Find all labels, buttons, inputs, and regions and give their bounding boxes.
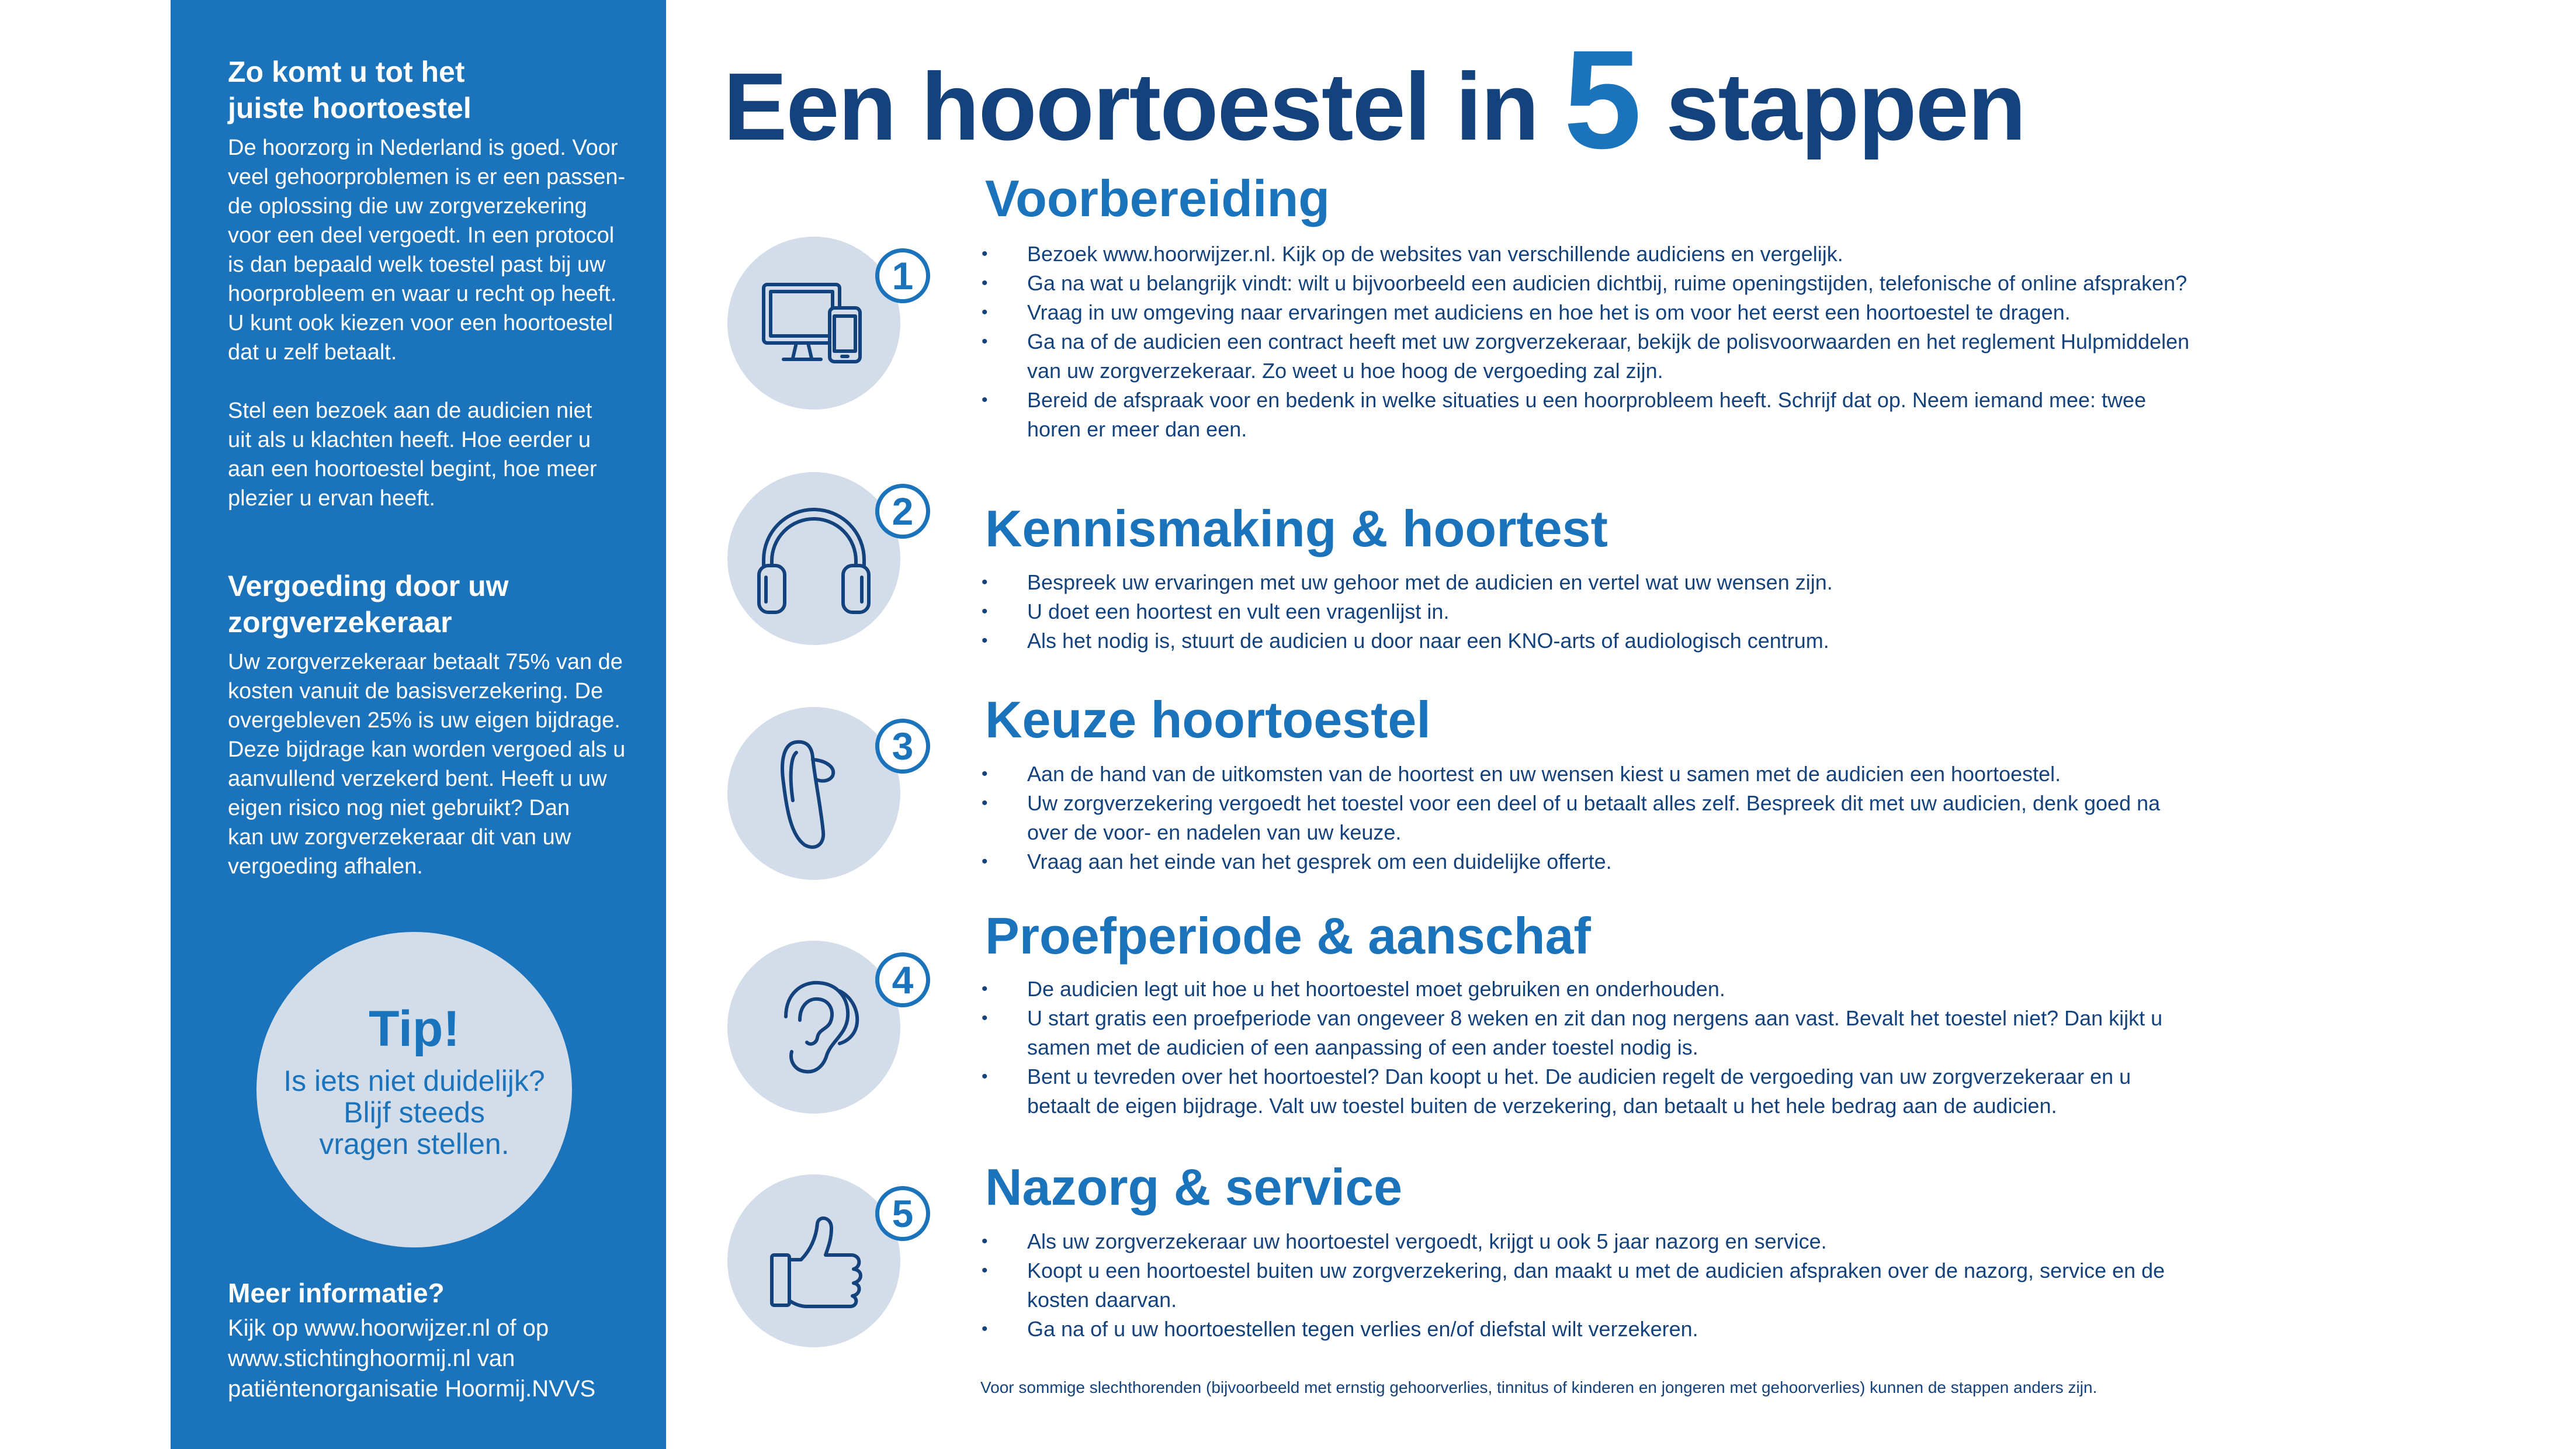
more-info-text: Kijk op www.hoorwijzer.nl of op www.stichtinghoormij.nl van patiëntenorganisatie Hoormij.NVVS (228, 1315, 596, 1402)
step-2-list (979, 568, 2194, 656)
step-4-bullet: • U start gratis een proefperiode van ongeveer 8 weken en zit dan nog nergens aan vast. Bevalt het toestel niet? Dan kijkt u samen met de audicien of een aanpassing of een ander toestel nodig is. (979, 1004, 2194, 1062)
ear-icon (727, 941, 900, 1114)
step-5-number: 5 (875, 1186, 930, 1241)
computer-phone-icon (727, 237, 900, 410)
hearing-aid-icon (727, 707, 900, 880)
step-2-bullet: • U doet een hoortest en vult een vragenlijst in. (979, 597, 2194, 626)
step-5-list (979, 1227, 2194, 1344)
tip-text: Is iets niet duidelijk? Blijf steeds vragen stellen. (283, 1065, 545, 1160)
sidebar (171, 0, 666, 1449)
step-2-title: Kennismaking & hoortest (985, 500, 1608, 557)
step-3-bullet: • Vraag aan het einde van het gesprek om een duidelijke offerte. (979, 847, 2194, 876)
step-3-bullet: • Uw zorgverzekering vergoedt het toestel voor een deel of u betaalt alles zelf. Bespreek dit met uw audicien, denk goed na over de voor- en nadelen van uw keuze. (979, 789, 2194, 847)
step-1-list (979, 240, 2194, 444)
step-3-number: 3 (875, 719, 930, 774)
reimbursement-heading: Vergoeding door uw zorgverzekeraar (228, 570, 509, 639)
intro-section (228, 54, 631, 513)
title-prefix: Een hoortoestel in (723, 53, 1538, 160)
step-1-bullet: • Ga na wat u belangrijk vindt: wilt u bijvoorbeeld een audicien dichtbij, ruime openingstijden, telefonische of online afspraken? (979, 269, 2194, 298)
title-suffix: stappen (1666, 53, 2026, 160)
step-2-bullet: • Bespreek uw ervaringen met uw gehoor met de audicien en vertel wat uw wensen zijn. (979, 568, 2194, 597)
step-4-bullet: • De audicien legt uit hoe u het hoortoestel moet gebruiken en onderhouden. (979, 975, 2194, 1004)
step-4-list (979, 975, 2194, 1121)
step-5-bullet: • Ga na of u uw hoortoestellen tegen verlies en/of diefstal wilt verzekeren. (979, 1315, 2194, 1344)
tip-circle (256, 932, 572, 1247)
step-4-number: 4 (875, 952, 930, 1007)
step-4-title: Proefperiode & aanschaf (985, 907, 1591, 965)
step-1-bullet: • Ga na of de audicien een contract heeft met uw zorgverzekeraar, bekijk de polisvoorwaarden en het reglement Hulpmiddelen van uw zorgverzekeraar. Zo weet u hoe hoog de vergoeding zal zijn. (979, 327, 2194, 386)
page-title (723, 21, 2026, 178)
step-5-title: Nazorg & service (985, 1158, 1403, 1216)
step-2-number: 2 (875, 484, 930, 539)
step-2-bullet: • Als het nodig is, stuurt de audicien u door naar een KNO-arts of audiologisch centrum. (979, 626, 2194, 656)
step-1-title: Voorbereiding (985, 169, 1330, 227)
reimbursement-section (228, 568, 631, 881)
thumbs-up-icon (727, 1174, 900, 1347)
step-3-list (979, 760, 2194, 876)
headphones-icon (727, 472, 900, 645)
footnote: Voor sommige slechthorenden (bijvoorbeeld met ernstig gehoorverlies, tinnitus of kinderen en jongeren met gehoorverlies) kunnen de stappen anders zijn. (980, 1378, 2097, 1396)
step-1-number: 1 (875, 248, 930, 303)
tip-title: Tip! (368, 1001, 460, 1057)
intro-heading: Zo komt u tot het juiste hoortoestel (228, 56, 471, 124)
step-1-bullet: • Bezoek www.hoorwijzer.nl. Kijk op de websites van verschillende audiciens en vergelijk. (979, 240, 2194, 269)
intro-paragraph-2: Stel een bezoek aan de audicien niet uit als u klachten heeft. Hoe eerder u aan een hoortoestel begint, hoe meer plezier u ervan heeft. (228, 398, 597, 511)
step-5-bullet: • Koopt u een hoortoestel buiten uw zorgverzekering, dan maakt u met de audicien afspraken over de nazorg, service en de kosten daarvan. (979, 1256, 2194, 1315)
step-3-title: Keuze hoortoestel (985, 691, 1431, 748)
step-4-bullet: • Bent u tevreden over het hoortoestel? Dan koopt u het. De audicien regelt de vergoeding van uw zorgverzekeraar en u betaalt de eigen bijdrage. Valt uw toestel buiten de verzekering, dan betaalt u het hele bedrag aan de audicien. (979, 1062, 2194, 1121)
step-3-bullet: • Aan de hand van de uitkomsten van de hoortest en uw wensen kiest u samen met de audicien een hoortoestel. (979, 760, 2194, 789)
step-1-bullet: • Bereid de afspraak voor en bedenk in welke situaties u een hoorprobleem heeft. Schrijf dat op. Neem iemand mee: twee horen er meer dan een. (979, 386, 2194, 444)
step-1-bullet: • Vraag in uw omgeving naar ervaringen met audiciens en hoe het is om voor het eerst een hoortoestel te dragen. (979, 298, 2194, 327)
more-info-section (228, 1277, 631, 1404)
more-info-heading: Meer informatie? (228, 1278, 445, 1308)
step-5-bullet: • Als uw zorgverzekeraar uw hoortoestel vergoedt, krijgt u ook 5 jaar nazorg en service. (979, 1227, 2194, 1256)
reimbursement-paragraph: Uw zorgverzekeraar betaalt 75% van de kosten vanuit de basisverzekering. De overgebleven 25% is uw eigen bijdrage. Deze bijdrage kan worden vergoed als u aanvullend verzekerd bent. Heeft u uw eigen risico nog niet gebruikt? Dan kan uw zorgverzekeraar dit van uw vergoeding afhalen. (228, 650, 626, 879)
title-number: 5 (1563, 21, 1641, 178)
intro-paragraph-1: De hoorzorg in Nederland is goed. Voor veel gehoorproblemen is er een passen- de oplossing die uw zorgverzekering voor een deel vergoedt. In een protocol is dan bepaald welk toestel past bij uw hoorprobleem en waar u recht op heeft. U kunt ook kiezen voor een hoortoestel dat u zelf betaalt. (228, 136, 626, 365)
